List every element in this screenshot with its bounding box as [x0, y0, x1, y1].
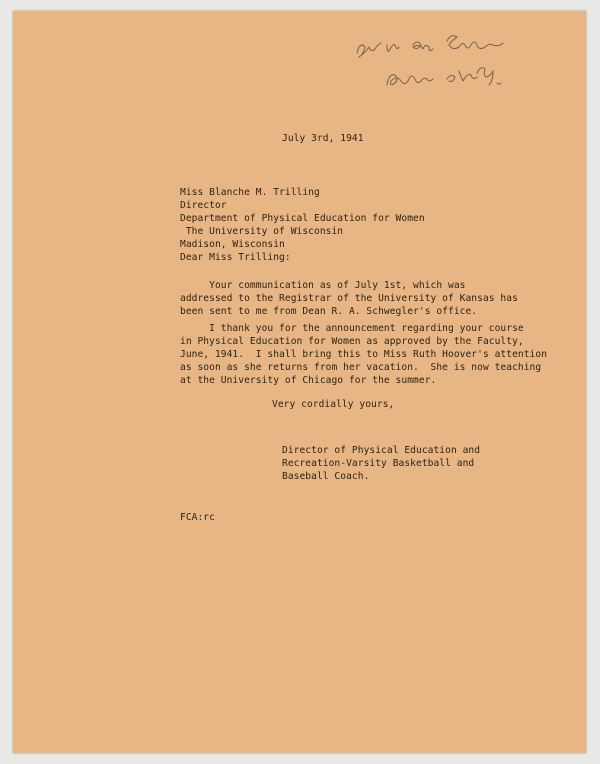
- letter-page: [13, 11, 586, 753]
- paragraph-line: I thank you for the announcement regarding your course: [180, 323, 524, 334]
- paragraph-line: at the University of Chicago for the summer.: [180, 375, 437, 386]
- signature-block: [282, 444, 480, 483]
- address-line-university: The University of Wisconsin: [180, 226, 344, 237]
- address-line-title: Director: [180, 200, 227, 211]
- complimentary-closing: Very cordially yours,: [272, 399, 395, 410]
- salutation: Dear Miss Trilling:: [180, 252, 291, 263]
- paragraph-line: addressed to the Registrar of the University of Kansas has: [180, 293, 518, 304]
- paragraph-line: in Physical Education for Women as approved by the Faculty,: [180, 336, 524, 347]
- handwritten-pencil-note: [347, 23, 547, 93]
- address-line-city: Madison, Wisconsin: [180, 239, 285, 250]
- signature-line: Director of Physical Education and: [282, 445, 481, 456]
- signature-line: Baseball Coach.: [282, 471, 370, 482]
- address-line-department: Department of Physical Education for Women: [180, 213, 425, 224]
- address-line-name: Miss Blanche M. Trilling: [180, 187, 320, 198]
- paragraph-line: Your communication as of July 1st, which was: [180, 280, 466, 291]
- letter-date: July 3rd, 1941: [282, 133, 364, 144]
- paragraph-line: June, 1941. I shall bring this to Miss Ruth Hoover's attention: [180, 349, 548, 360]
- reference-initials: FCA:rc: [180, 512, 215, 523]
- body-paragraph-2: [180, 322, 547, 387]
- recipient-address: [180, 186, 425, 251]
- paragraph-line: been sent to me from Dean R. A. Schwegler's office.: [180, 306, 478, 317]
- signature-line: Recreation-Varsity Basketball and: [282, 458, 475, 469]
- body-paragraph-1: [180, 279, 518, 318]
- paragraph-line: as soon as she returns from her vacation. She is now teaching: [180, 362, 542, 373]
